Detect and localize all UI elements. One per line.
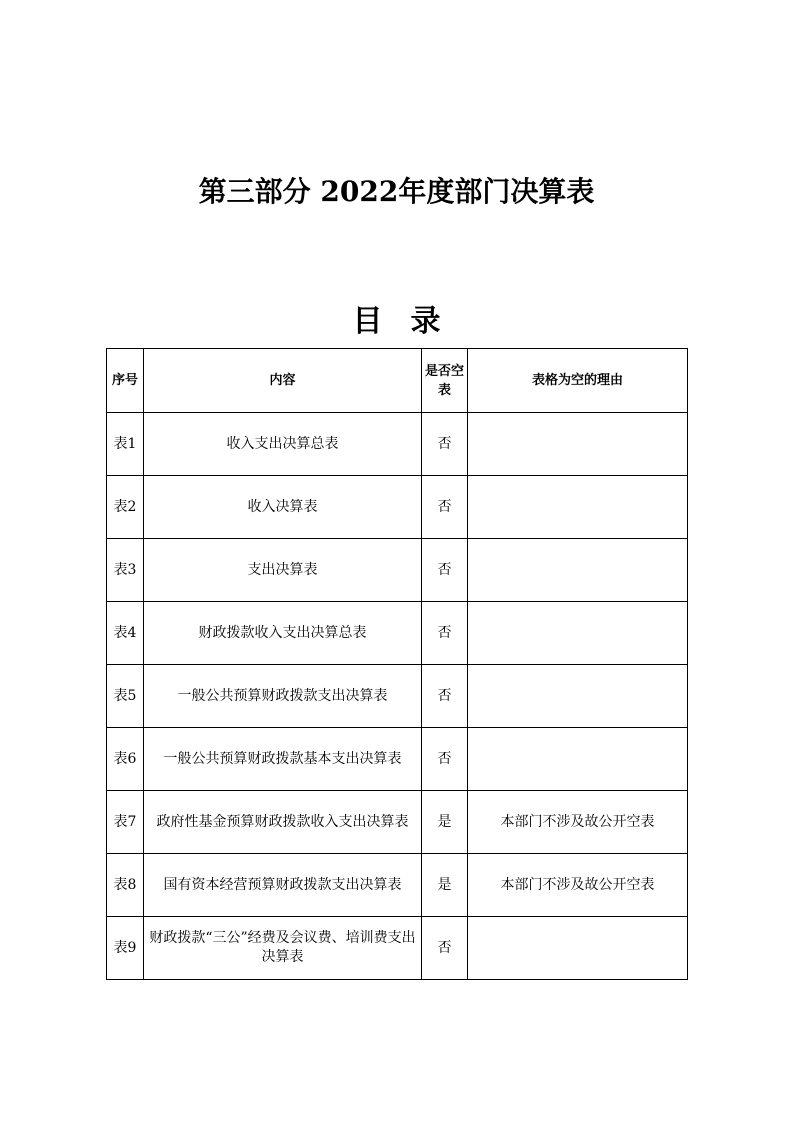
row-reason xyxy=(468,917,688,980)
row-index: 表8 xyxy=(107,854,144,917)
table-row xyxy=(107,728,688,791)
row-is-empty: 否 xyxy=(422,665,468,728)
header-is-empty: 是否空表 xyxy=(422,349,468,413)
header-content: 内容 xyxy=(144,349,422,413)
table-row xyxy=(107,791,688,854)
row-reason xyxy=(468,539,688,602)
row-index: 表4 xyxy=(107,602,144,665)
row-is-empty: 否 xyxy=(422,917,468,980)
table-row xyxy=(107,854,688,917)
row-reason xyxy=(468,413,688,476)
row-is-empty: 是 xyxy=(422,854,468,917)
table-row xyxy=(107,602,688,665)
row-content: 支出决算表 xyxy=(144,539,422,602)
row-content: 政府性基金预算财政拨款收入支出决算表 xyxy=(144,791,422,854)
row-content: 财政拨款收入支出决算总表 xyxy=(144,602,422,665)
row-index: 表3 xyxy=(107,539,144,602)
header-reason: 表格为空的理由 xyxy=(468,349,688,413)
row-reason: 本部门不涉及故公开空表 xyxy=(468,854,688,917)
toc-title: 目录 xyxy=(352,304,469,339)
row-reason xyxy=(468,665,688,728)
table-row xyxy=(107,539,688,602)
row-index: 表1 xyxy=(107,413,144,476)
table-header-row xyxy=(107,349,688,413)
section-title: 第三部分 2022年度部门决算表 xyxy=(198,175,595,208)
row-index: 表6 xyxy=(107,728,144,791)
row-is-empty: 否 xyxy=(422,728,468,791)
row-is-empty: 否 xyxy=(422,413,468,476)
row-reason xyxy=(468,728,688,791)
row-index: 表9 xyxy=(107,917,144,980)
row-content: 国有资本经营预算财政拨款支出决算表 xyxy=(144,854,422,917)
row-content: 收入支出决算总表 xyxy=(144,413,422,476)
row-index: 表5 xyxy=(107,665,144,728)
row-is-empty: 是 xyxy=(422,791,468,854)
row-content: 一般公共预算财政拨款基本支出决算表 xyxy=(144,728,422,791)
row-content: 一般公共预算财政拨款支出决算表 xyxy=(144,665,422,728)
table-row xyxy=(107,917,688,980)
row-is-empty: 否 xyxy=(422,602,468,665)
row-is-empty: 否 xyxy=(422,539,468,602)
row-content: 收入决算表 xyxy=(144,476,422,539)
row-reason xyxy=(468,476,688,539)
row-index: 表2 xyxy=(107,476,144,539)
row-reason xyxy=(468,602,688,665)
row-is-empty: 否 xyxy=(422,476,468,539)
table-row xyxy=(107,665,688,728)
toc-table xyxy=(106,348,688,980)
row-content: 财政拨款“三公”经费及会议费、培训费支出决算表 xyxy=(144,917,422,980)
row-reason: 本部门不涉及故公开空表 xyxy=(468,791,688,854)
header-index: 序号 xyxy=(107,349,144,413)
table-row xyxy=(107,476,688,539)
table-row xyxy=(107,413,688,476)
row-index: 表7 xyxy=(107,791,144,854)
